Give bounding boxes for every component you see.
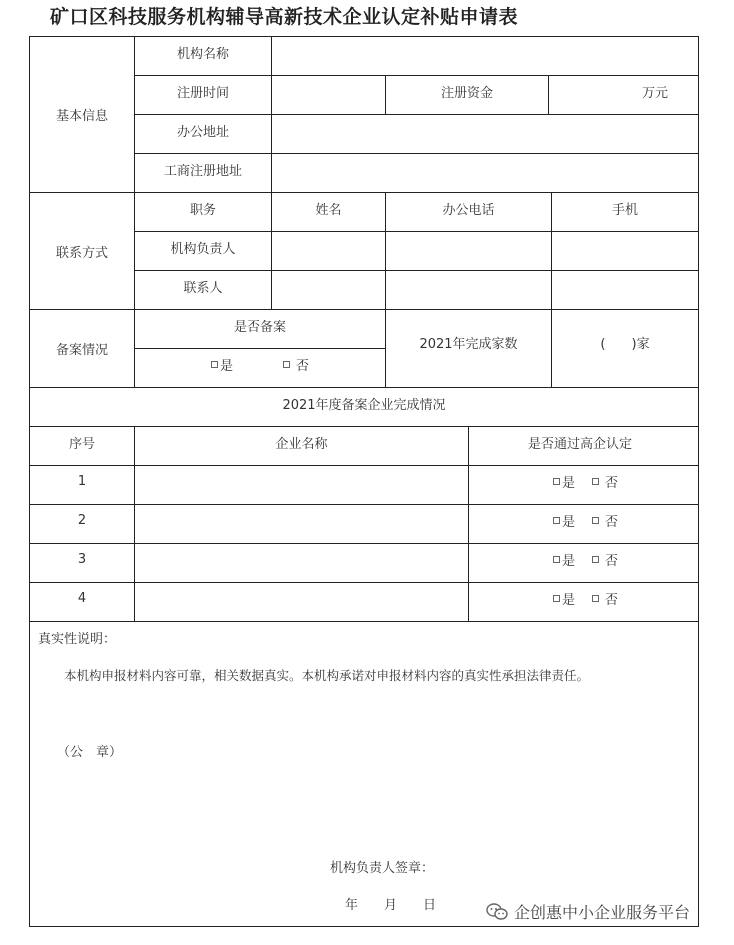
row-serial: 1 (77, 474, 87, 489)
company-name-field[interactable] (135, 505, 468, 543)
pass-yes-option[interactable]: 是 (553, 511, 575, 530)
label-org-name: 机构名称 (176, 47, 229, 62)
statement-body: 本机构申报材料内容可靠，相关数据真实。本机构承诺对申报材料内容的真实性承担法律责任。 (64, 668, 590, 683)
pass-no-option[interactable]: 否 (592, 589, 618, 608)
filing-yes-option[interactable]: 是 (211, 355, 233, 374)
label-completed-count: 2021年完成家数 (419, 336, 518, 352)
checkbox-icon (553, 517, 560, 524)
header-hightech-passed: 是否通过高企认定 (528, 437, 633, 452)
filing-options (135, 349, 385, 380)
section-contact: 联系方式 (55, 245, 108, 261)
header-office-phone: 办公电话 (442, 203, 495, 218)
header-name: 姓名 (315, 203, 342, 218)
reg-capital-field[interactable] (549, 76, 698, 107)
label-business-address: 工商注册地址 (163, 164, 242, 179)
reg-time-field[interactable] (272, 76, 385, 114)
section-filing: 备案情况 (55, 343, 108, 358)
capital-unit: 万元 (641, 86, 668, 101)
pass-yes-option[interactable]: 是 (553, 472, 575, 491)
org-name-field[interactable] (272, 37, 698, 75)
pass-yes-option[interactable]: 是 (553, 589, 575, 608)
label-reg-time: 注册时间 (176, 86, 229, 101)
completion-title: 2021年度备案企业完成情况 (282, 398, 446, 413)
seal-label: （公 章） (57, 745, 123, 760)
pass-options (553, 544, 673, 575)
row-serial: 2 (77, 513, 87, 528)
office-address-field[interactable] (272, 115, 698, 153)
date-label: 年 月 日 (345, 898, 437, 913)
checkbox-icon (211, 361, 218, 368)
checkbox-icon (592, 595, 599, 602)
checkbox-icon (592, 478, 599, 485)
completed-count-field[interactable]: ( )家 (600, 336, 650, 352)
header-company-name: 企业名称 (275, 437, 328, 452)
row-contact-person: 联系人 (183, 281, 223, 296)
row-serial: 3 (77, 552, 87, 567)
company-name-field[interactable] (135, 544, 468, 582)
form-title: 矿口区科技服务机构辅导高新技术企业认定补贴申请表 (50, 6, 519, 28)
company-name-field[interactable] (135, 583, 468, 621)
checkbox-icon (553, 478, 560, 485)
pass-options (553, 466, 673, 497)
filing-question: 是否备案 (233, 320, 286, 335)
checkbox-icon (283, 361, 290, 368)
company-name-field[interactable] (135, 466, 468, 504)
row-serial: 4 (77, 591, 87, 606)
pass-yes-option[interactable]: 是 (553, 550, 575, 569)
label-office-address: 办公地址 (176, 125, 229, 140)
row-org-head: 机构负责人 (170, 242, 236, 257)
statement-heading: 真实性说明： (38, 632, 117, 647)
pass-no-option[interactable]: 否 (592, 511, 618, 530)
header-serial: 序号 (68, 437, 95, 452)
header-position: 职务 (189, 203, 216, 218)
business-address-field[interactable] (272, 154, 698, 192)
watermark (486, 900, 690, 923)
checkbox-icon (553, 595, 560, 602)
wechat-icon (486, 902, 508, 922)
checkbox-icon (553, 556, 560, 563)
pass-no-option[interactable]: 否 (592, 550, 618, 569)
pass-no-option[interactable]: 否 (592, 472, 618, 491)
watermark-text: 企创惠中小企业服务平台 (514, 903, 691, 922)
section-basic-info: 基本信息 (55, 109, 108, 124)
checkbox-icon (592, 517, 599, 524)
filing-no-option[interactable]: 否 (283, 355, 309, 374)
pass-options (553, 583, 673, 614)
pass-options (553, 505, 673, 536)
header-mobile: 手机 (611, 203, 638, 218)
signature-label: 机构负责人签章： (330, 861, 435, 876)
label-reg-capital: 注册资金 (440, 86, 493, 101)
checkbox-icon (592, 556, 599, 563)
